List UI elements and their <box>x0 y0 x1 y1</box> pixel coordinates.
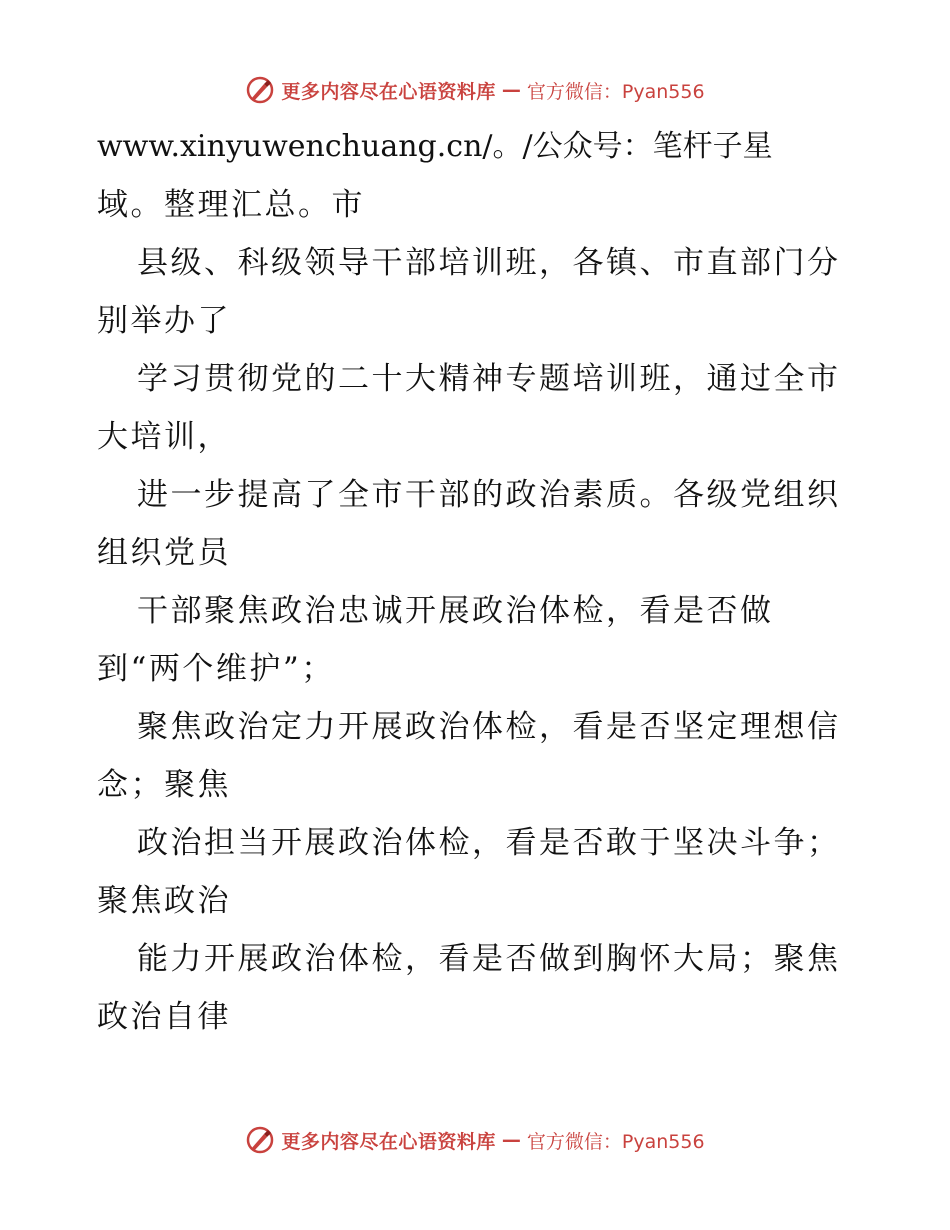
footer-banner-text: 更多内容尽在心语资料库 <box>281 1130 496 1153</box>
body-line: 组织党员 <box>97 535 231 571</box>
footer-banner-wechat: 官方微信：Pyan556 <box>526 1130 705 1153</box>
body-line: 政治自律 <box>97 999 231 1035</box>
body-line: 聚焦政治 <box>97 883 231 919</box>
body-line: 聚焦政治定力开展政治体检，看是否坚定理想信 <box>137 709 841 745</box>
body-line: 别举办了 <box>97 303 231 339</box>
body-line: 政治担当开展政治体检，看是否敢于坚决斗争； <box>137 825 841 861</box>
header-banner <box>0 70 950 110</box>
body-line: 域。整理汇总。市 <box>97 187 365 223</box>
body-line: 念；聚焦 <box>97 767 231 803</box>
body-line: 县级、科级领导干部培训班，各镇、市直部门分 <box>137 245 841 281</box>
body-line: 能力开展政治体检，看是否做到胸怀大局；聚焦 <box>137 941 841 977</box>
body-line: 干部聚焦政治忠诚开展政治体检，看是否做 <box>137 593 774 629</box>
body-line: 进一步提高了全市干部的政治素质。各级党组织 <box>137 477 841 513</box>
body-line: www.xinyuwenchuang.cn/。/公众号：笔杆子星 <box>97 129 773 164</box>
pen-circle-logo-icon <box>245 75 275 105</box>
body-line: 到“两个维护”； <box>97 651 335 687</box>
header-banner-text: 更多内容尽在心语资料库 <box>281 80 496 103</box>
footer-banner-dash: — <box>501 1129 521 1151</box>
pen-circle-logo-icon <box>245 1125 275 1155</box>
header-banner-dash: — <box>501 79 521 101</box>
footer-banner <box>0 1120 950 1160</box>
body-line: 学习贯彻党的二十大精神专题培训班，通过全市 <box>137 361 841 397</box>
body-line: 大培训， <box>97 419 231 455</box>
header-banner-wechat: 官方微信：Pyan556 <box>526 80 705 103</box>
